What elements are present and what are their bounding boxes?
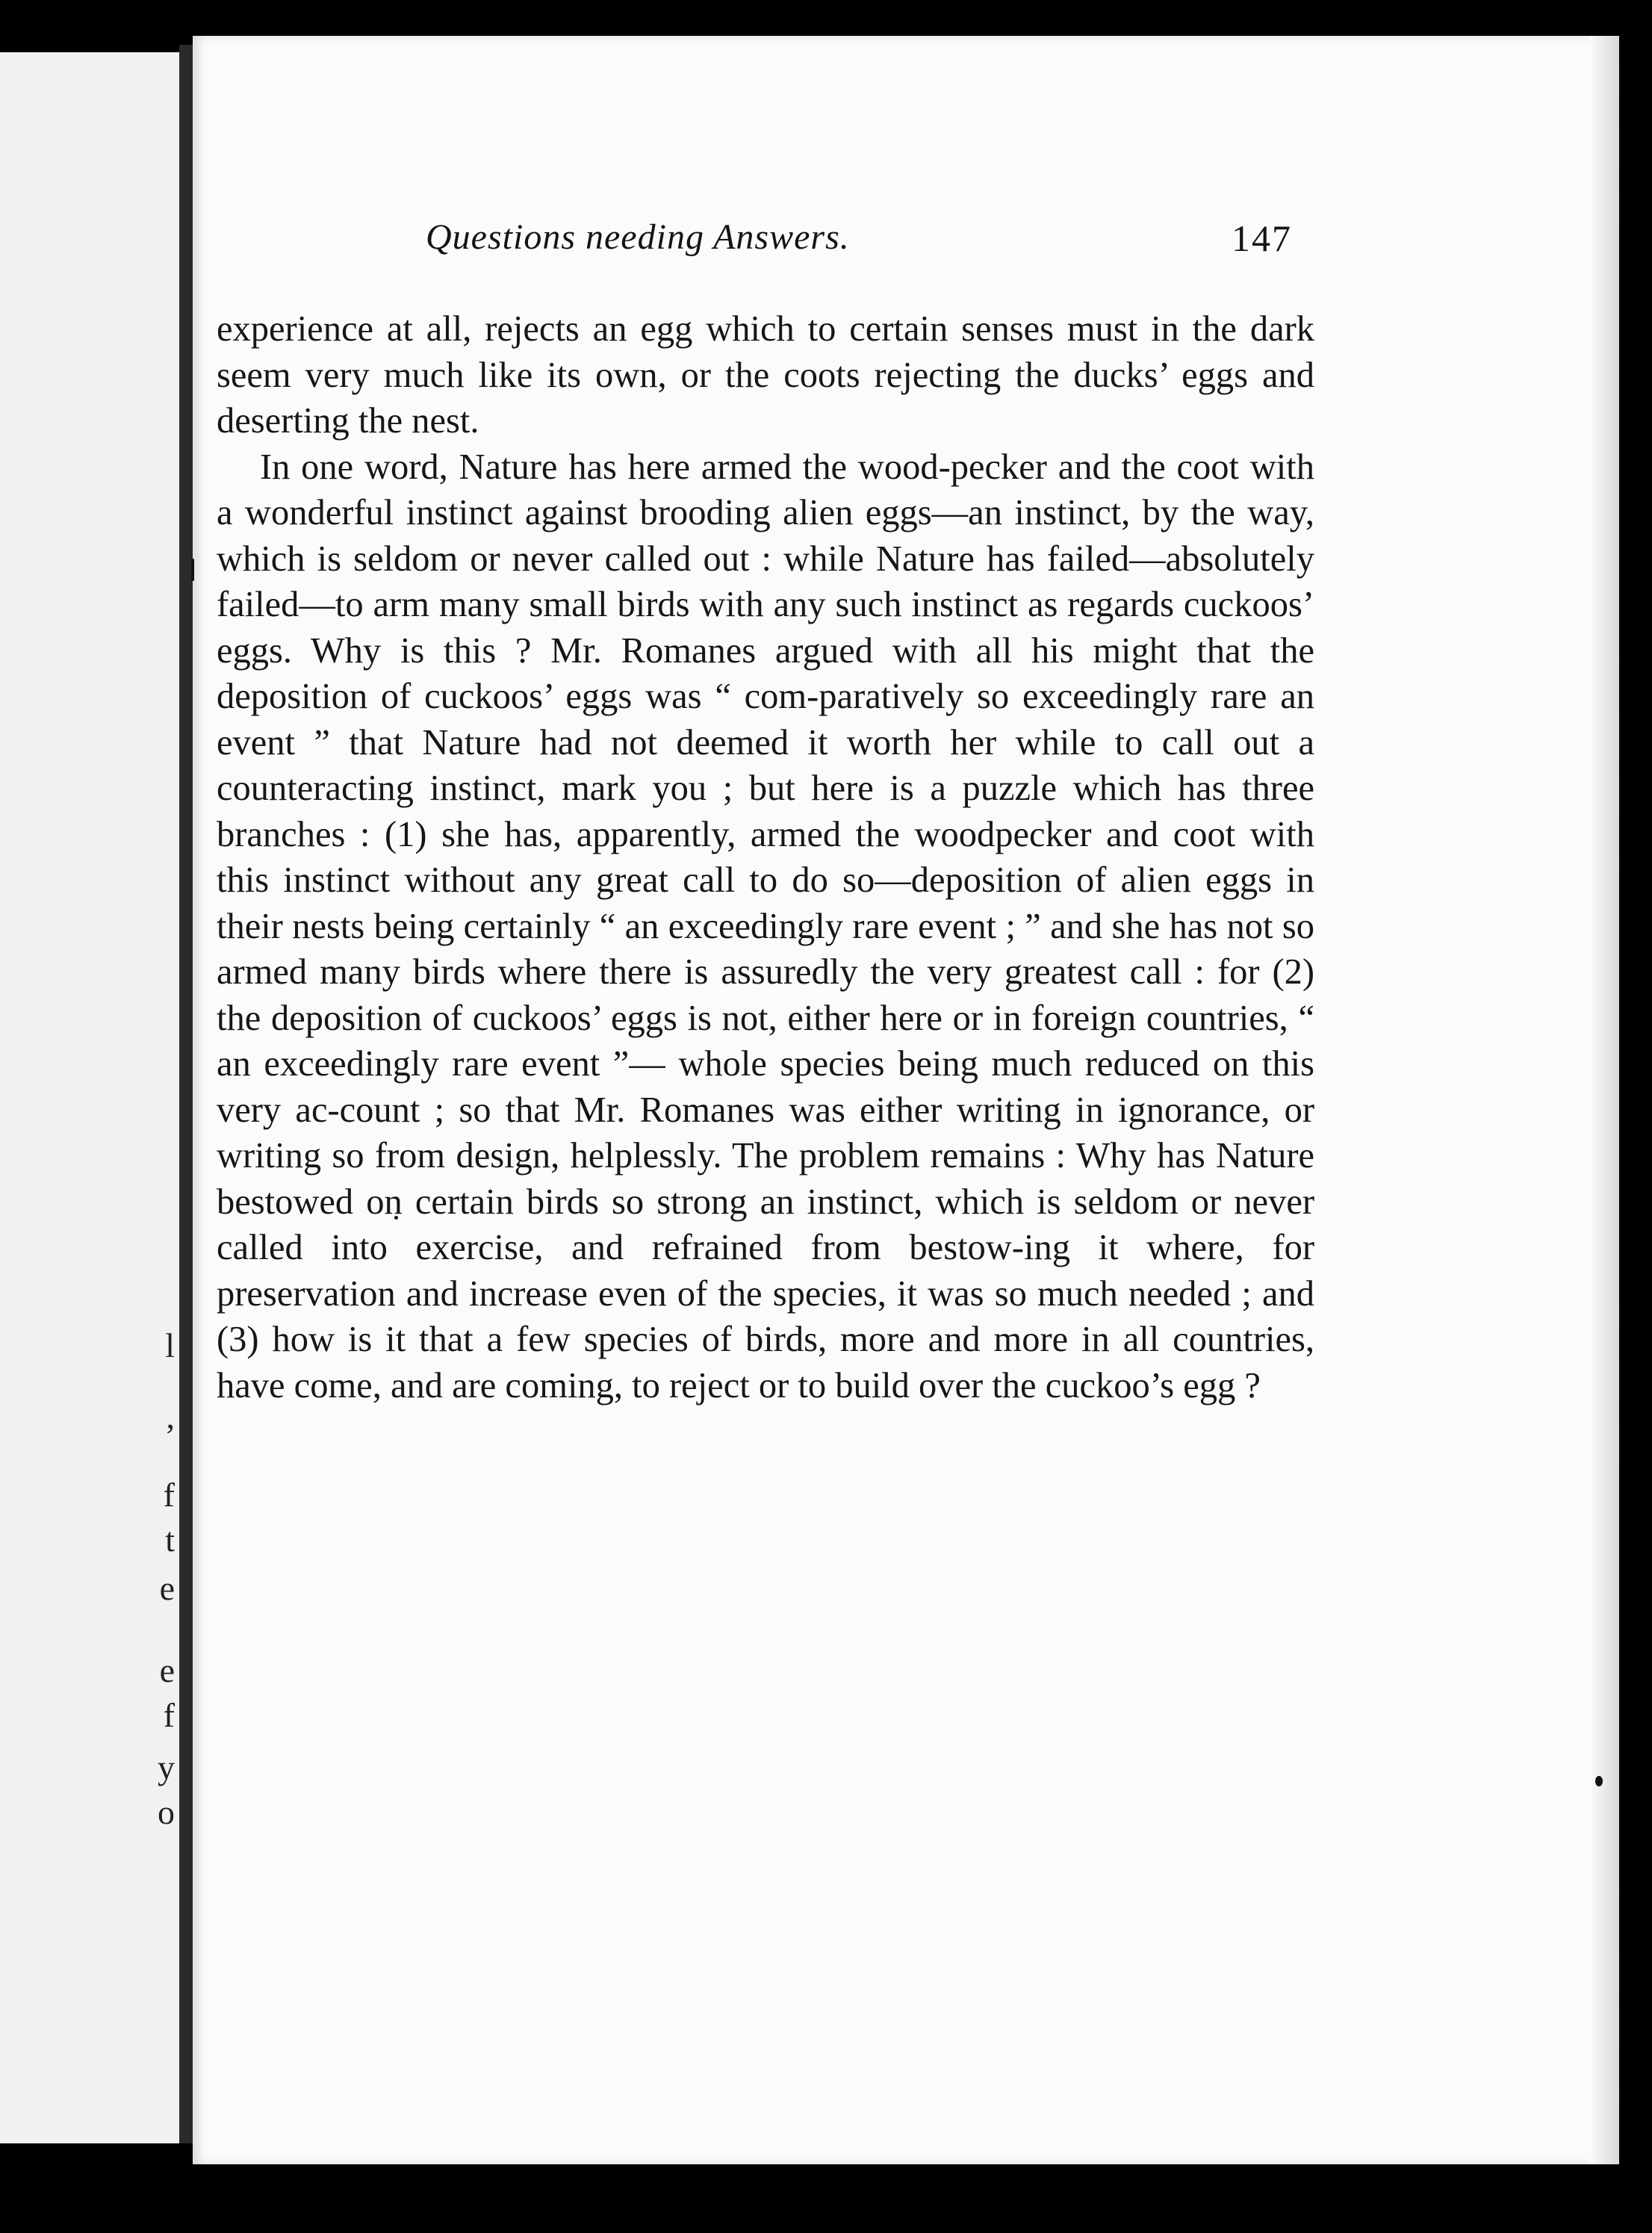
paragraph: In one word, Nature has here armed the wood-pecker and the coot with a wonderful instinct against brooding alien eggs—an instinct, by the way, which is seldom or never called out : while Nature has failed—absolutely failed—to arm many small birds with any such instinct as regards cuckoos’ eggs. Why is this ? Mr. Romanes argued with all his might that the deposition of cuckoos’ eggs was “ com-paratively so exceedingly rare an event ” that Nature had not deemed it worth her while to call out a counteracting instinct, mark you ; but here is a puzzle which has three branches : (1) she has, apparently, armed the woodpecker and coot with this instinct without any great call to do so—deposition of alien eggs in their nests being certainly “ an exceedingly rare event ; ” and she has not so armed many birds where there is assuredly the very greatest call : for (2) the deposition of cuckoos’ eggs is not, either here or in foreign countries, “ an exceedingly rare event ”— whole species being much reduced on this very ac-count ; so that Mr. Romanes was either writing in ignorance, or writing so from design, helplessly. The problem remains : Why has Nature bestowed on certain birds so strong an instinct, which is seldom or never called into exercise, and refrained from bestow-ing it where, for preservation and increase even of the species, it was so much needed ; and (3) how is it that a few species of birds, more and more in all countries, have come, and are coming, to reject or to build over the cuckoo’s egg ? <box>217 447 1314 1406</box>
ink-speck <box>1595 1776 1603 1786</box>
left-page-edge-char: e <box>159 1651 175 1689</box>
left-page-edge-char: e <box>159 1569 175 1607</box>
page-header <box>426 217 1292 276</box>
body-text <box>217 306 1314 1409</box>
left-page-edge-char: l <box>165 1326 175 1364</box>
left-page-edge-char: t <box>165 1521 175 1559</box>
paragraph: experience at all, rejects an egg which to certain senses must in the dark seem very much like its own, or the coots rejecting the ducks’ eggs and deserting the nest. <box>217 309 1314 441</box>
left-page-edge-char: , <box>166 1397 175 1435</box>
left-page-edge-char: f <box>163 1476 175 1514</box>
running-head: Questions needing Answers. <box>426 217 850 257</box>
left-page-fragment <box>0 52 181 2143</box>
page-edge-shadow <box>1589 36 1619 2164</box>
page-number: 147 <box>1232 217 1292 259</box>
left-page-edge-char: y <box>158 1748 175 1786</box>
left-page-edge-char: f <box>163 1696 175 1734</box>
left-page-edge-char: o <box>158 1793 175 1831</box>
ink-speck <box>191 559 194 581</box>
